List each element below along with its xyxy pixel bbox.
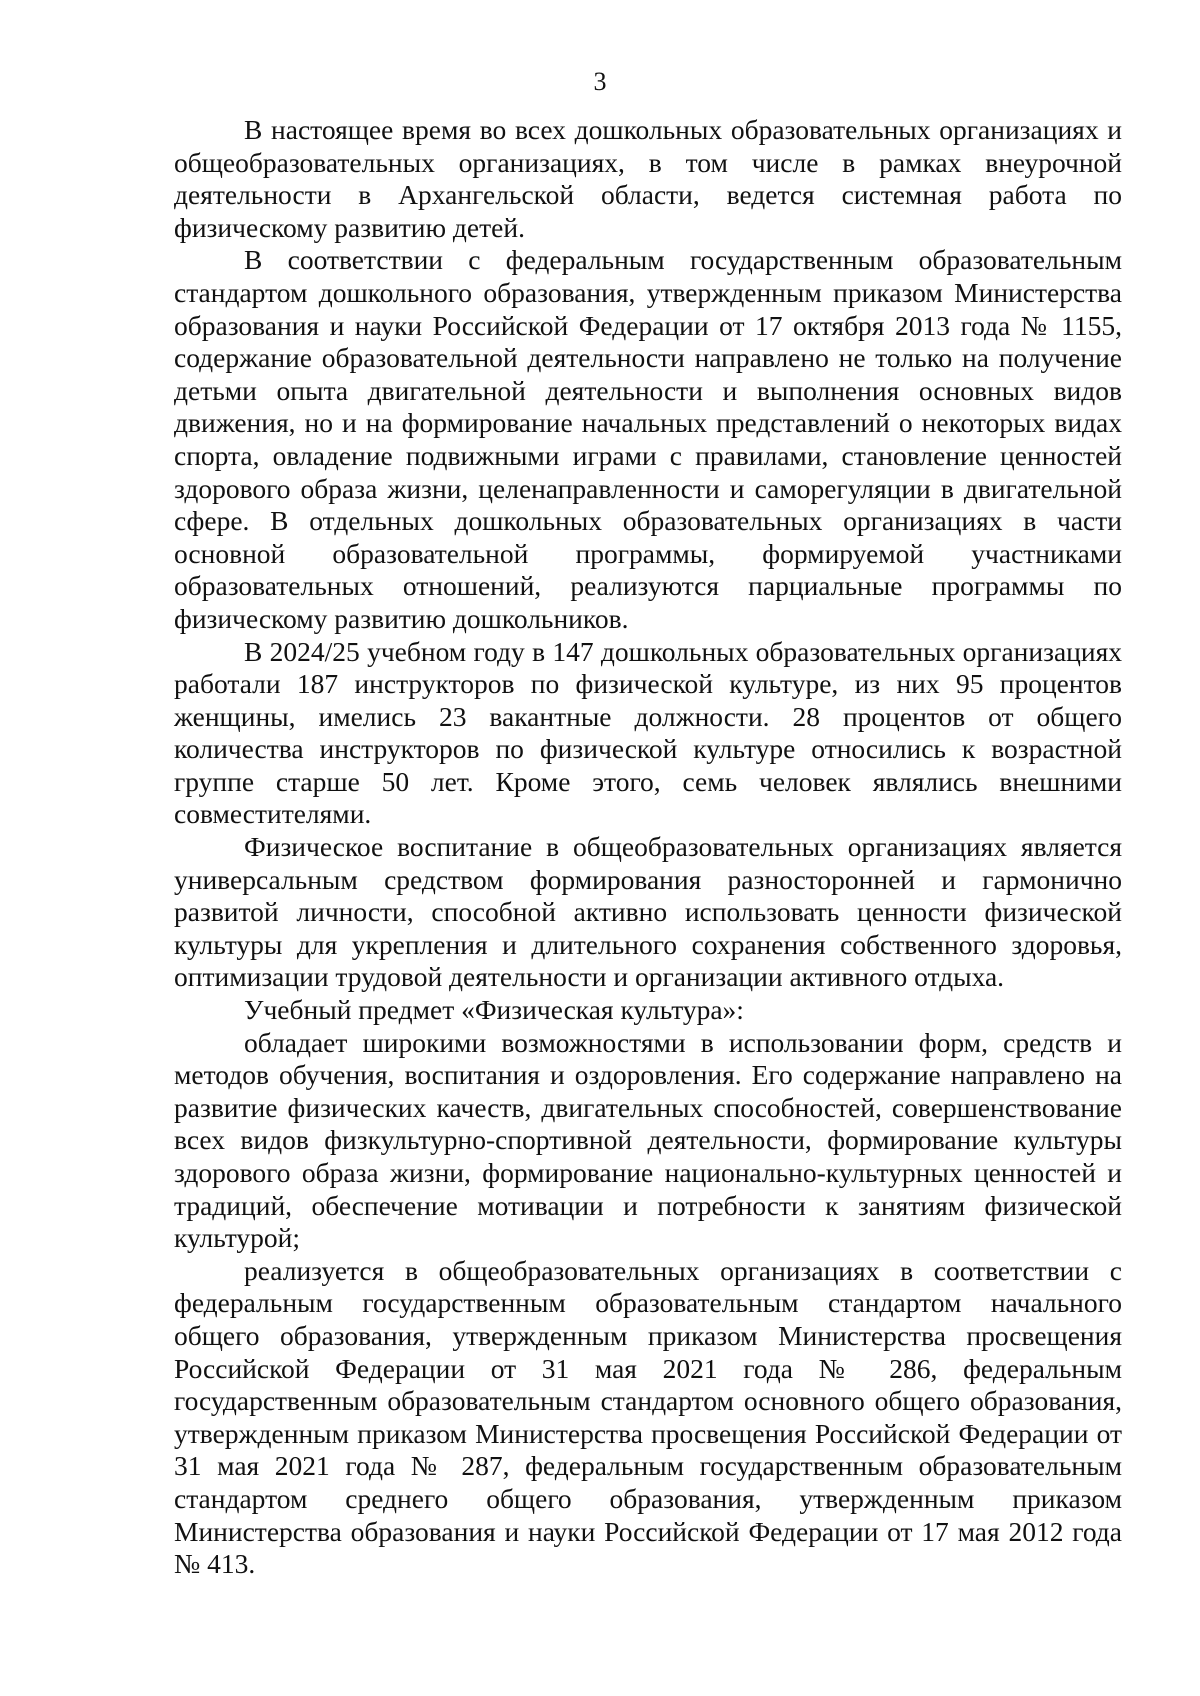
paragraph-subject-heading: Учебный предмет «Физическая культура»:: [244, 994, 744, 1026]
paragraph-subject-standards: реализуется в общеобразовательных организациях в соответствии с федеральным государственным образовательным стандартом начального общего образования, утвержденным приказом Министерства просвещения Российской Федерации от 31 мая 2021 года № 286, федеральным государственным образовательным стандартом основного общего образования, утвержденным приказом Министерства просвещения Российской Федерации от 31 мая 2021 года № 287, федеральным государственным образовательным стандартом среднего общего образования, утвержденным приказом Министерства образования и науки Российской Федерации от 17 мая 2012 года № 413.: [174, 1254, 1122, 1580]
paragraph-physical-development-intro: В настоящее время во всех дошкольных образовательных организациях и общеобразовательных организациях, в том числе в рамках внеурочной деятельности в Архангельской области, ведется системная работа по физическому развитию детей.: [174, 114, 1122, 243]
paragraph-physical-education-role: Физическое воспитание в общеобразовательных организациях является универсальным средством формирования разносторонней и гармонично развитой личности, способной активно использовать ценности физической культуры для укрепления и длительного сохранения собственного здоровья, оптимизации трудовой деятельности и организации активного отдыха.: [174, 831, 1122, 993]
paragraph-instructors-statistics: В 2024/25 учебном году в 147 дошкольных образовательных организациях работали 187 инструкторов по физической культуре, из них 95 процентов женщины, имелись 23 вакантные должности. 28 процентов от общего количества инструкторов по физической культуре относились к возрастной группе старше 50 лет. Кроме этого, семь человек являлись внешними совместителями.: [174, 635, 1122, 830]
page-number: 3: [593, 67, 607, 96]
document-body: [174, 114, 1122, 1581]
paragraph-subject-capabilities: обладает широкими возможностями в использовании форм, средств и методов обучения, воспитания и оздоровления. Его содержание направлено на развитие физических качеств, двигательных способностей, совершенствование всех видов физкультурно-спортивной деятельности, формирование культуры здорового образа жизни, формирование национально-культурных ценностей и традиций, обеспечение мотивации и потребности к занятиям физической культурой;: [174, 1026, 1122, 1254]
paragraph-preschool-standard: В соответствии с федеральным государственным образовательным стандартом дошкольного образования, утвержденным приказом Министерства образования и науки Российской Федерации от 17 октября 2013 года № 1155, содержание образовательной деятельности направлено не только на получение детьми опыта двигательной деятельности и выполнения основных видов движения, но и на формирование начальных представлений о некоторых видах спорта, овладение подвижными играми с правилами, становление ценностей здорового образа жизни, целенаправленности и саморегуляции в двигательной сфере. В отдельных дошкольных образовательных организациях в части основной образовательной программы, формируемой участниками образовательных отношений, реализуются парциальные программы по физическому развитию дошкольников.: [174, 244, 1122, 634]
